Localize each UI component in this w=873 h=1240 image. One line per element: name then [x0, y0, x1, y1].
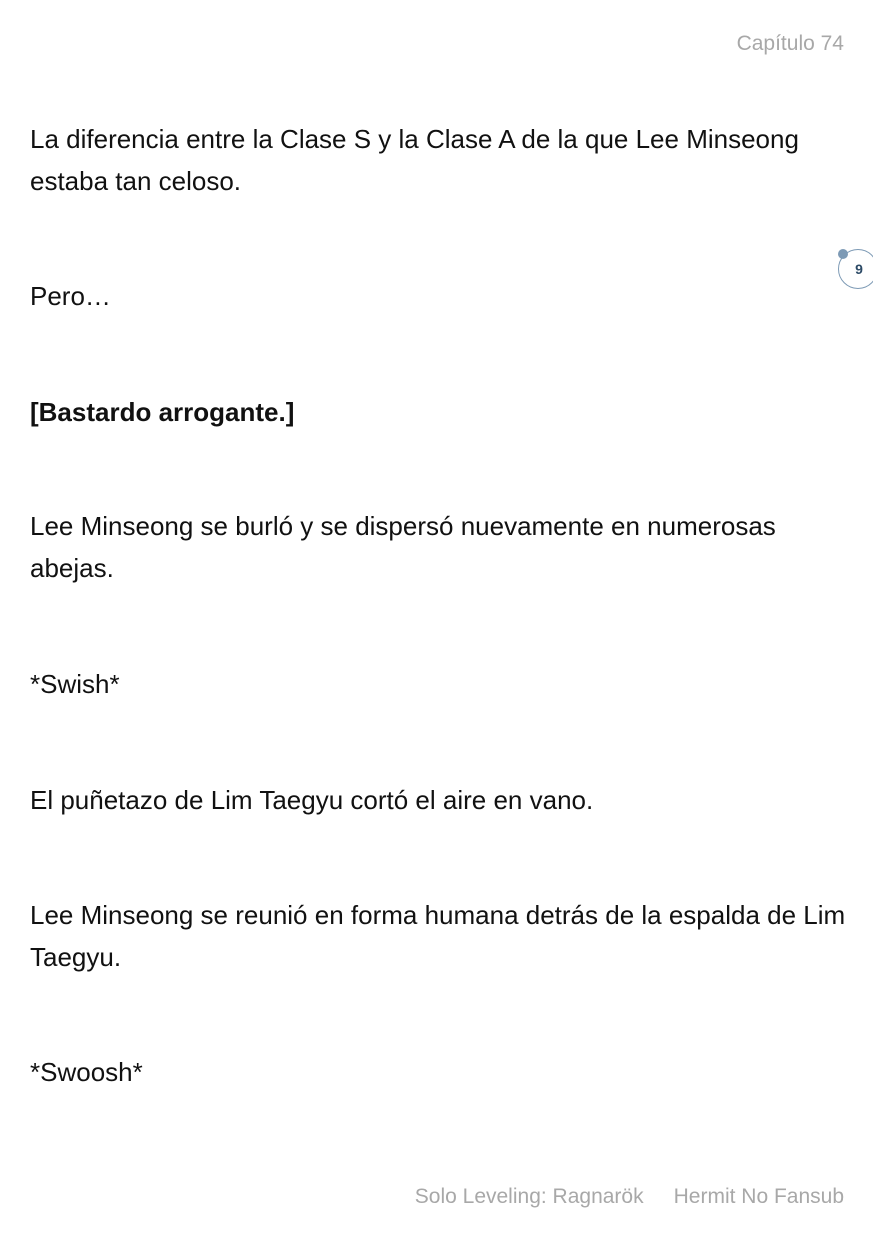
page-marker[interactable]: [838, 249, 873, 289]
footer-group: Hermit No Fansub: [673, 1185, 844, 1208]
page-marker-number: 9: [855, 261, 863, 277]
paragraph: El puñetazo de Lim Taegyu cortó el aire en vano.: [30, 785, 594, 815]
chapter-label: Capítulo 74: [736, 32, 844, 55]
dialogue-paragraph: [Bastardo arrogante.]: [30, 397, 295, 427]
footer-title: Solo Leveling: Ragnarök: [414, 1185, 644, 1208]
sound-effect-paragraph: *Swish*: [30, 669, 120, 699]
paragraph: La diferencia entre la Clase S y la Clase A de la que Lee Minseong estaba tan celoso.: [30, 124, 799, 196]
footer: [415, 1185, 844, 1209]
paragraph: Lee Minseong se burló y se dispersó nuevamente en numerosas abejas.: [30, 511, 776, 583]
sound-effect-paragraph: *Swoosh*: [30, 1057, 143, 1087]
paragraph: Pero…: [30, 281, 111, 311]
paragraph: Lee Minseong se reunió en forma humana detrás de la espalda de Lim Taegyu.: [30, 900, 846, 972]
